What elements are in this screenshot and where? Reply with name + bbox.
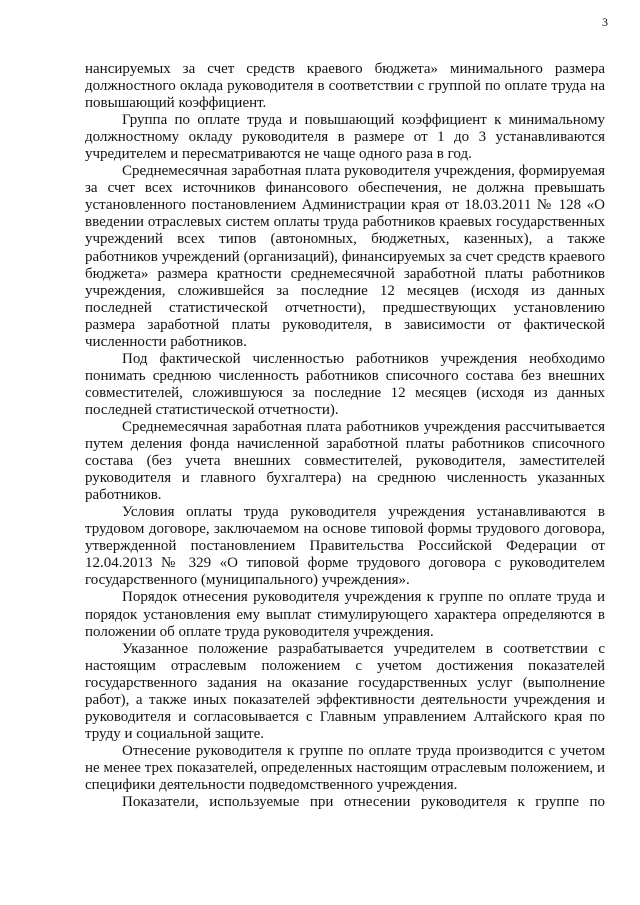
paragraph-regulation-development: Указанное положение разрабатывается учредителем в соответствии с настоящим отраслевым положением с учетом достижения показателей государственного задания на оказание государственных услуг (выполнение работ), а также иных показателей эффективности деятельности учреждения и руководителя и согласовывается с Главным управлением Алтайского края по труду и социальной защите. <box>85 640 605 742</box>
paragraph-group-indicators: Отнесение руководителя к группе по оплате труда производится с учетом не менее трех показателей, определенных настоящим отраслевым положением, и специфики деятельности подведомственного учреждения. <box>85 742 605 793</box>
paragraph-continuation: нансируемых за счет средств краевого бюджета» минимального размера должностного оклада руководителя в соответствии с группой по оплате труда на повышающий коэффициент. <box>85 61 605 112</box>
paragraph-actual-headcount: Под фактической численностью работников учреждения необходимо понимать среднюю численность работников списочного состава без внешних совместителей, сложившуюся за последние 12 месяцев (исходя из данных последней статистической отчетности). <box>85 350 605 418</box>
page-number: 3 <box>602 15 608 29</box>
paragraph-average-salary-calculation: Среднемесячная заработная плата работников учреждения рассчитывается путем деления фонда начисленной заработной платы работников списочного состава (без учета внешних совместителей, руководителя, заместителей руководителя и главного бухгалтера) на среднюю численность указанных работников. <box>85 418 605 504</box>
paragraph-indicators-used: Показатели, используемые при отнесении руководителя к группе по <box>122 794 605 811</box>
paragraph-employment-contract: Условия оплаты труда руководителя учреждения устанавливаются в трудовом договоре, заключаемом на основе типовой формы трудового договора, утвержденной постановлением Правительства Российской Федерации от 12.04.2013 № 329 «О типовой форме трудового договора с руководителем государственного (муниципального) учреждения». <box>85 504 605 589</box>
paragraph-average-salary-limit: Среднемесячная заработная плата руководителя учреждения, формируемая за счет всех источников финансового обеспечения, не должна превышать установленного постановлением Администрации края от 18.03.2011 № 128 «О введении отраслевых систем оплаты труда работников краевых государственных учреждений всех типов (автономных, бюджетных, казенных), а также работников учреждений (организаций), финансируемых за счет средств краевого бюджета» размера кратности среднемесячной заработной платы работников учреждения, сложившейся за последние 12 месяцев (исходя из данных последней статистической отчетности), предшествующих установлению размера заработной платы руководителя, в зависимости от фактической численности работников. <box>85 163 605 350</box>
paragraph-group-assignment-procedure: Порядок отнесения руководителя учреждения к группе по оплате труда и порядок установления ему выплат стимулирующего характера определяются в положении об оплате труда руководителя учреждения. <box>85 589 605 640</box>
paragraph-pay-group-coefficient: Группа по оплате труда и повышающий коэффициент к минимальному должностному окладу руководителя в размере от 1 до 3 устанавливаются учредителем и пересматриваются не чаще одного раза в год. <box>85 112 605 163</box>
document-body <box>85 61 605 811</box>
